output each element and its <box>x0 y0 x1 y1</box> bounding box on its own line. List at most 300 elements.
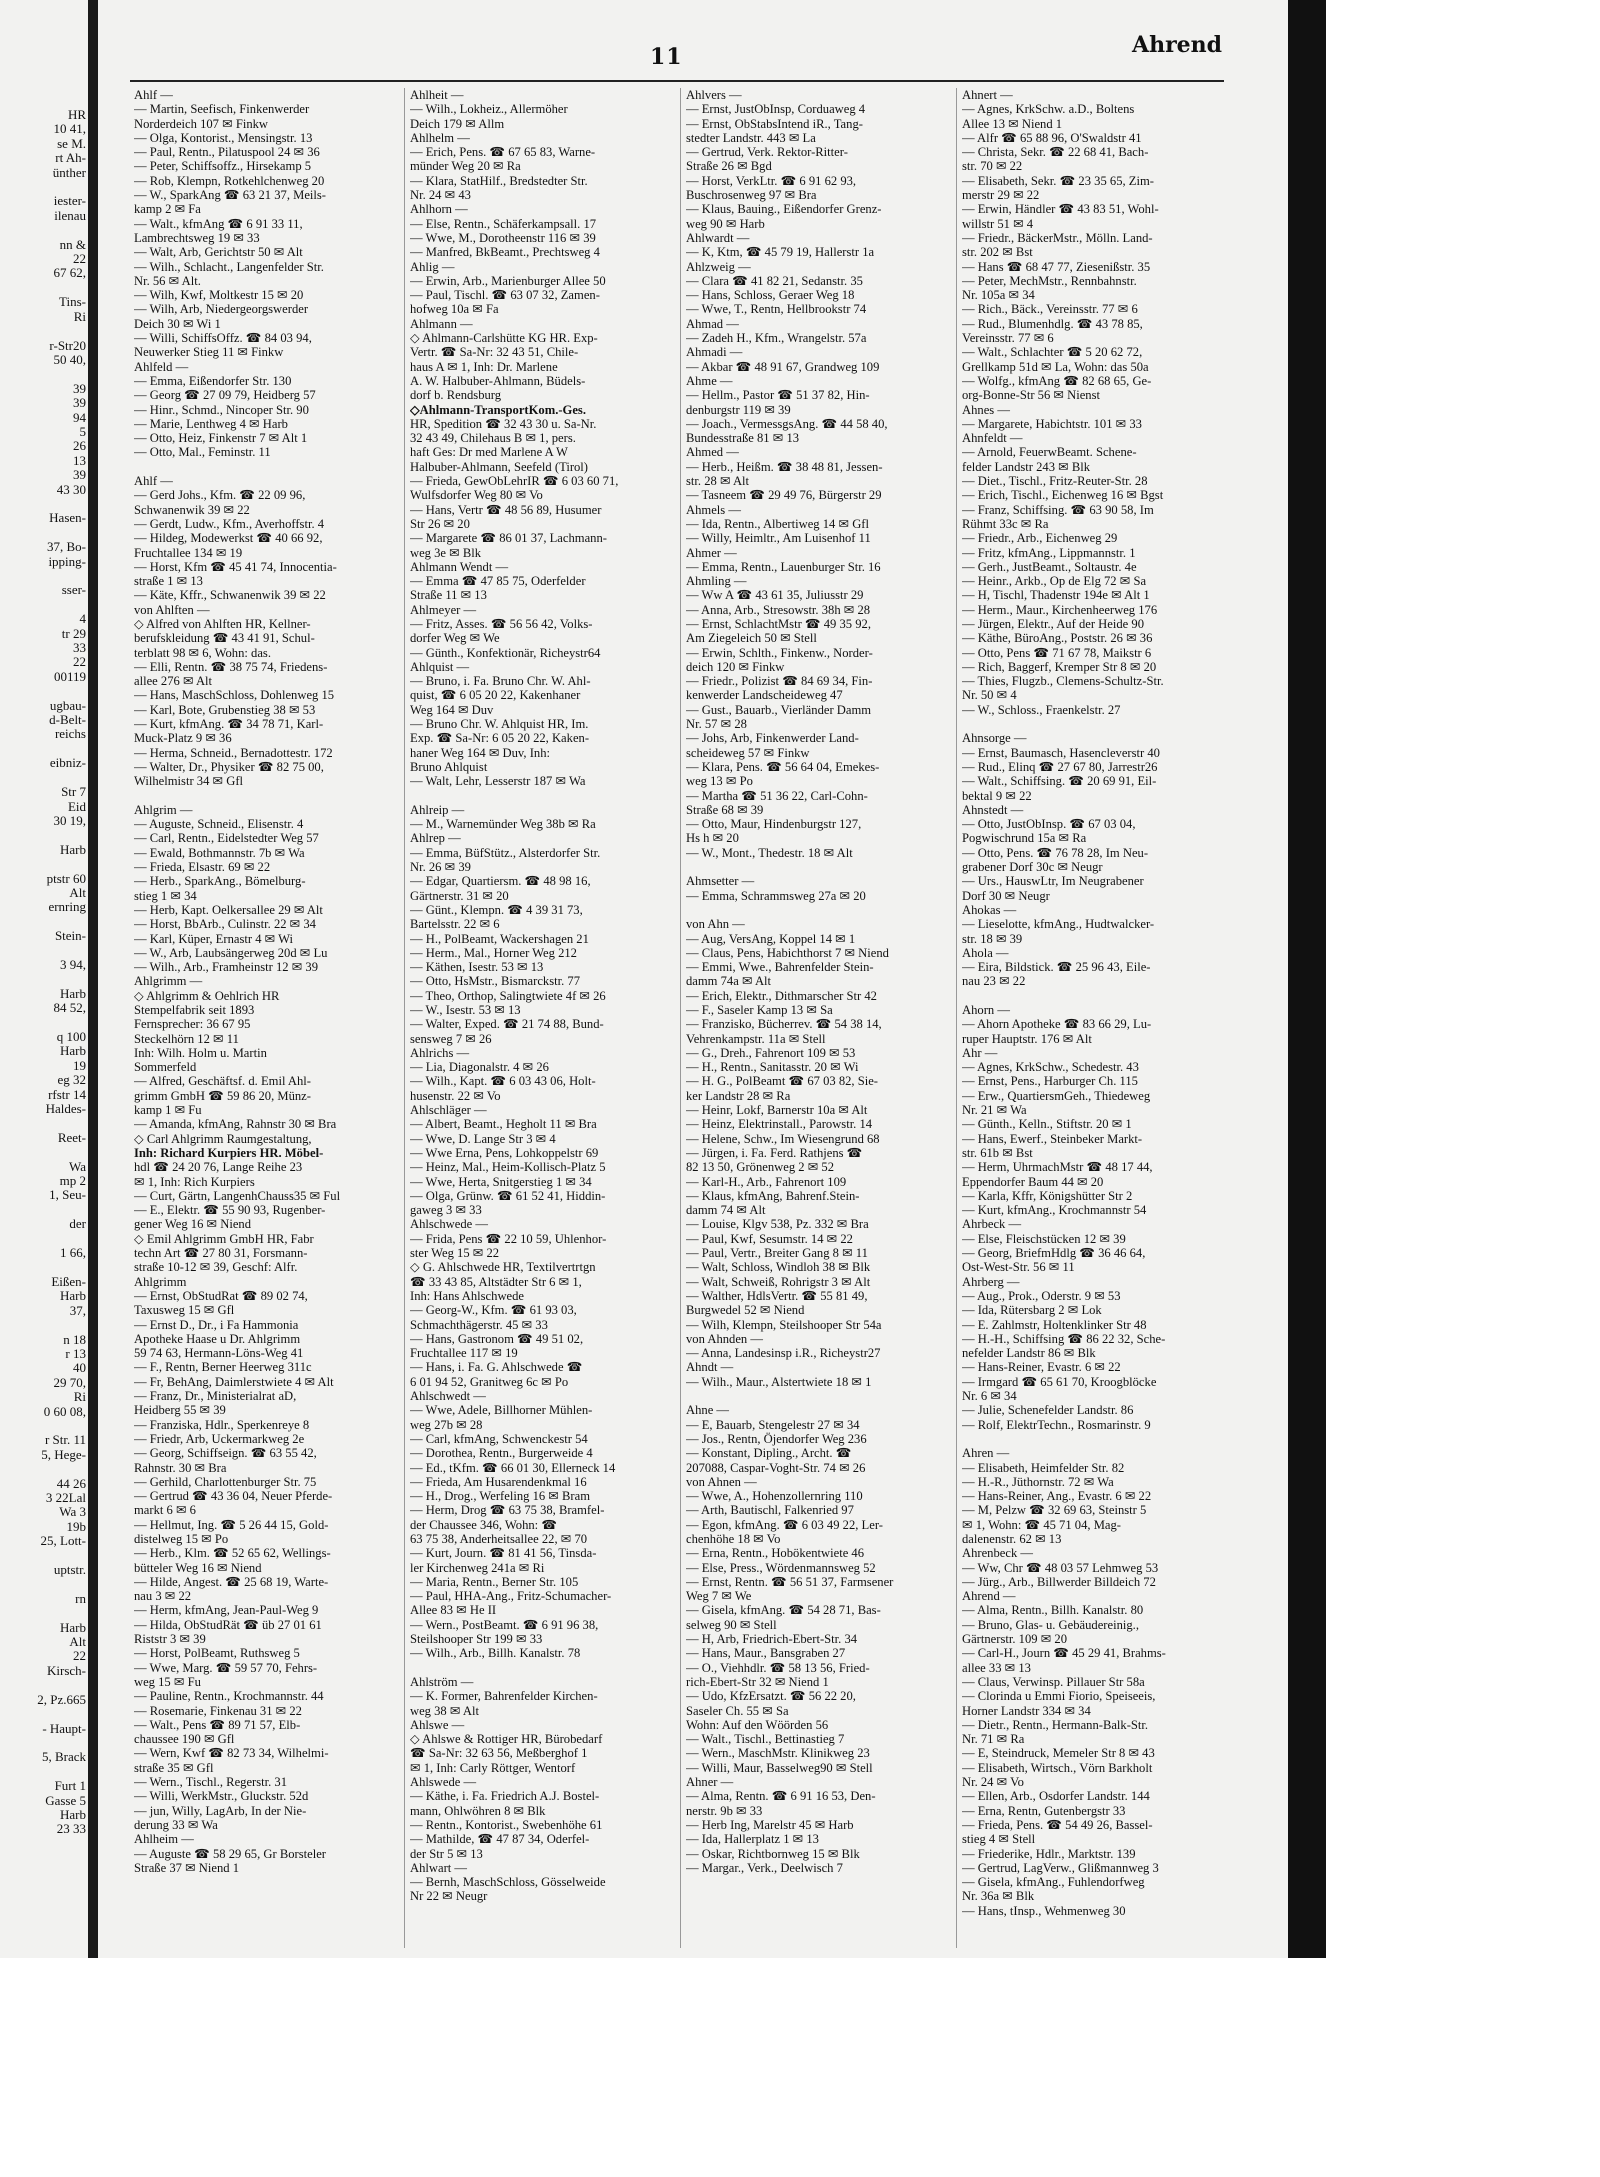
adjacent-line: 67 62, <box>53 265 86 281</box>
directory-line: münder Weg 20 ✉ Ra <box>410 159 521 174</box>
directory-line: — Diet., Tischl., Fritz-Reuter-Str. 28 <box>962 474 1148 489</box>
adjacent-line: 1 66, <box>60 1245 86 1261</box>
directory-line: Ahlwart — <box>410 1860 468 1875</box>
adjacent-line: 43 30 <box>56 481 86 497</box>
directory-line: — Friedr., Arb., Eichenweg 29 <box>962 531 1118 546</box>
directory-line: Vertr. ☎ Sa-Nr: 32 43 51, Chile- <box>410 345 579 360</box>
adjacent-line: 5, Hege- <box>41 1446 86 1462</box>
adjacent-line: 19b <box>66 1518 86 1534</box>
directory-line: Nr. 24 ✉ 43 <box>410 188 471 203</box>
directory-line: Heidberg 55 ✉ 39 <box>134 1403 226 1418</box>
directory-line: Ahlheit — <box>410 88 464 102</box>
directory-line: — Frieda, Elsastr. 69 ✉ 22 <box>134 860 271 875</box>
adjacent-line <box>0 828 88 842</box>
directory-line: — Mathilde, ☎ 47 87 34, Oderfel- <box>410 1832 590 1847</box>
directory-line: — Fr, BehAng, Daimlerstwiete 4 ✉ Alt <box>134 1374 334 1389</box>
directory-line: Ahlschwedt — <box>410 1389 486 1404</box>
directory-line: — Lieselotte, kfmAng., Hudtwalcker- <box>962 917 1155 932</box>
directory-line: — Ellen, Arb., Osdorfer Landstr. 144 <box>962 1789 1150 1804</box>
directory-line: — Herm, kfmAng, Jean-Paul-Weg 9 <box>134 1603 319 1618</box>
directory-line: — Ww A ☎ 43 61 35, Juliusstr 29 <box>686 588 864 603</box>
directory-line: Ost-West-Str. 56 ✉ 11 <box>962 1260 1075 1275</box>
page-gutter <box>88 0 98 1958</box>
adjacent-line: Ri <box>73 1389 86 1405</box>
directory-line: — Erich, Elektr., Dithmarscher Str 42 <box>686 988 877 1003</box>
directory-line: — Christa, Sekr. ☎ 22 68 41, Bach- <box>962 145 1149 160</box>
directory-line: — Günth., Kelln., Stiftstr. 20 ✉ 1 <box>962 1117 1132 1132</box>
directory-line: — Hellm., Pastor ☎ 51 37 82, Hin- <box>686 388 870 403</box>
directory-line: — Wern., PostBeamt. ☎ 6 91 96 38, <box>410 1617 599 1632</box>
adjacent-line: 00119 <box>53 668 86 684</box>
directory-line: — W., Mont., Thedestr. 18 ✉ Alt <box>686 845 853 860</box>
directory-line: Straße 26 ✉ Bgd <box>686 159 772 174</box>
directory-line: — Erwin, Schlth., Finkenw., Norder- <box>686 645 873 660</box>
directory-line: Weg 7 ✉ We <box>686 1589 752 1604</box>
directory-line: Ahmels — <box>686 502 741 517</box>
column-divider <box>956 88 957 1948</box>
directory-line: 59 74 63, Hermann-Löns-Weg 41 <box>134 1346 304 1361</box>
adjacent-line: 19 <box>73 1057 86 1073</box>
directory-line: — Wwe, A., Hohenzollernring 110 <box>686 1489 863 1504</box>
directory-line: chaussee 190 ✉ Gfl <box>134 1732 235 1747</box>
adjacent-line: Harb <box>60 1806 86 1822</box>
directory-line: merstr 29 ✉ 22 <box>962 188 1040 203</box>
directory-line: — Klaus, kfmAng, Bahrenf.Stein- <box>686 1188 860 1203</box>
directory-line: — Elisabeth, Heimfelder Str. 82 <box>962 1460 1125 1475</box>
column-1 <box>134 88 409 1875</box>
adjacent-line: eg 32 <box>57 1072 86 1088</box>
directory-line: — Manfred, BkBeamt., Prechtsweg 4 <box>410 245 600 260</box>
directory-line: ☎ 33 43 85, Altstädter Str 6 ✉ 1, <box>410 1274 582 1289</box>
directory-line: — Dietr., Rentn., Hermann-Balk-Str. <box>962 1717 1149 1732</box>
directory-line: — E, Steindruck, Memeler Str 8 ✉ 43 <box>962 1746 1155 1761</box>
directory-line: — Jürgen, Elektr., Auf der Heide 90 <box>962 616 1144 631</box>
directory-line: — Rolf, ElektrTechn., Rosmarinstr. 9 <box>962 1417 1151 1432</box>
directory-line: — Helene, Schw., Im Wiesengrund 68 <box>686 1131 880 1146</box>
directory-line: von Ahnen — <box>686 1474 757 1489</box>
adjacent-line: tr 29 <box>61 625 86 641</box>
directory-line <box>410 789 685 803</box>
adjacent-line: 5, Brack <box>41 1749 86 1765</box>
directory-line: willstr 51 ✉ 4 <box>962 216 1034 231</box>
directory-line: — Frida, Pens ☎ 22 10 59, Uhlenhor- <box>410 1231 607 1246</box>
adjacent-line: r 13 <box>65 1345 86 1361</box>
directory-line: — Amanda, kfmAng, Rahnstr 30 ✉ Bra <box>134 1117 337 1132</box>
directory-line: — Akbar ☎ 48 91 67, Grandweg 109 <box>686 359 880 374</box>
directory-line: — Gust., Bauarb., Vierländer Damm <box>686 702 872 717</box>
adjacent-line: 23 33 <box>56 1821 86 1837</box>
adjacent-line <box>0 1462 88 1476</box>
directory-line: — H., Drog., Werfeling 16 ✉ Bram <box>410 1489 590 1504</box>
directory-line: ker Landstr 28 ✉ Ra <box>686 1088 791 1103</box>
directory-line: — Emma, Eißendorfer Str. 130 <box>134 373 292 388</box>
directory-line: — Paul, HHA-Ang., Fritz-Schumacher- <box>410 1589 612 1604</box>
directory-line: — Claus, Pens, Habichthorst 7 ✉ Niend <box>686 945 889 960</box>
directory-line: — Friederike, Hdlr., Marktstr. 139 <box>962 1846 1136 1861</box>
column-4 <box>962 88 1237 1918</box>
directory-line: — Wwe, Adele, Billhorner Mühlen- <box>410 1403 593 1418</box>
directory-line: — H., Rentn., Sanitasstr. 20 ✉ Wi <box>686 1060 859 1075</box>
directory-line: Inh: Richard Kurpiers HR. Möbel- <box>134 1145 324 1160</box>
directory-line: weg 90 ✉ Harb <box>686 216 765 231</box>
directory-line: Apotheke Haase u Dr. Ahlgrimm <box>134 1331 301 1346</box>
directory-line: Ahlgrimm — <box>134 974 203 989</box>
directory-line: Fernsprecher: 36 67 95 <box>134 1017 251 1032</box>
directory-line: — Walt., kfmAng ☎ 6 91 33 11, <box>134 216 303 231</box>
adjacent-line: ugbau- <box>49 697 86 713</box>
directory-line: Sommerfeld <box>134 1060 197 1075</box>
directory-line: — Elisabeth, Sekr. ☎ 23 35 65, Zim- <box>962 173 1154 188</box>
adjacent-line: 39 <box>73 395 86 411</box>
directory-line: Deich 179 ✉ Allm <box>410 116 505 131</box>
directory-line: — Rob, Klempn, Rotkehlchenweg 20 <box>134 173 325 188</box>
directory-line: Bartelsstr. 22 ✉ 6 <box>410 917 500 932</box>
directory-line: — Karl, Bote, Grubenstieg 38 ✉ 53 <box>134 702 316 717</box>
adjacent-line <box>0 569 88 583</box>
directory-line: Ahnert — <box>962 88 1013 102</box>
directory-line: Straße 37 ✉ Niend 1 <box>134 1860 239 1875</box>
adjacent-line: 50 40, <box>53 351 86 367</box>
adjacent-line: reichs <box>54 726 86 742</box>
directory-line: — Arth, Bautischl, Falkenried 97 <box>686 1503 854 1518</box>
directory-line: Ahme — <box>686 373 733 388</box>
directory-line: stieg 1 ✉ 34 <box>134 888 197 903</box>
directory-line: Fruchtallee 117 ✉ 19 <box>410 1346 518 1361</box>
directory-line: deich 120 ✉ Finkw <box>686 659 785 674</box>
adjacent-line: 2, Pz.665 <box>37 1691 86 1707</box>
directory-line: Ahmadi — <box>686 345 743 360</box>
directory-line: — Wilh., Kapt. ☎ 6 03 43 06, Holt- <box>410 1074 596 1089</box>
adjacent-line: 44 26 <box>56 1475 86 1491</box>
directory-line: Ahlhorn — <box>410 202 468 217</box>
scan-margin <box>1326 0 1600 2177</box>
directory-line: derung 33 ✉ Wa <box>134 1817 218 1832</box>
directory-line: — Wwe, M., Dorotheenstr 116 ✉ 39 <box>410 230 596 245</box>
directory-line: — Käthen, Isestr. 53 ✉ 13 <box>410 960 544 975</box>
directory-line: — W., Isestr. 53 ✉ 13 <box>410 1003 521 1017</box>
adjacent-line: rn <box>75 1590 86 1606</box>
directory-line: — Ernst, ObStabsIntend iR., Tang- <box>686 116 863 131</box>
adjacent-line <box>0 771 88 785</box>
directory-line: — Ernst, SchlachtMstr ☎ 49 35 92, <box>686 616 871 631</box>
directory-line: str. 28 ✉ Alt <box>686 474 750 489</box>
directory-line: — Clorinda u Emmi Fiorio, Speiseeis, <box>962 1689 1156 1704</box>
directory-line: Ahlmeyer — <box>410 602 477 617</box>
directory-line: — M., Warnemünder Weg 38b ✉ Ra <box>410 817 596 832</box>
directory-line: — Herb., Klm. ☎ 52 65 62, Wellings- <box>134 1546 331 1561</box>
directory-line: der Str 5 ✉ 13 <box>410 1846 483 1861</box>
adjacent-line: sser- <box>61 582 86 598</box>
directory-line: — Wilh, Kwf, Moltkestr 15 ✉ 20 <box>134 288 304 303</box>
directory-line <box>134 460 409 474</box>
adjacent-line: 37, <box>69 1302 86 1318</box>
directory-line: — Peter, MechMstr., Rennbahnstr. <box>962 273 1137 288</box>
directory-line: — Heinr, Lokf, Barnerstr 10a ✉ Alt <box>686 1103 868 1118</box>
adjacent-line: 33 <box>73 640 86 656</box>
directory-line: ◇ Ahlmann-Carlshütte KG HR. Exp- <box>410 331 598 346</box>
directory-line: — Bruno Chr. W. Ahlquist HR, Im. <box>410 717 589 732</box>
directory-line: Ahlschwede — <box>410 1217 488 1232</box>
directory-line: — Wwe, Herta, Snitgerstieg 1 ✉ 34 <box>410 1174 592 1189</box>
adjacent-line <box>0 281 88 295</box>
directory-line: nefelder Landstr 86 ✉ Blk <box>962 1346 1096 1361</box>
adjacent-line: ilenau <box>54 207 86 223</box>
adjacent-line <box>0 1116 88 1130</box>
adjacent-line <box>0 223 88 237</box>
directory-line: — Emmi, Wwe., Bahrenfelder Stein- <box>686 960 874 975</box>
adjacent-line: n 18 <box>63 1331 86 1347</box>
adjacent-line: iester- <box>53 193 86 209</box>
directory-line: — Frieda, Pens. ☎ 54 49 26, Bassel- <box>962 1817 1153 1832</box>
directory-line: — Wilh., Maur., Alstertwiete 18 ✉ 1 <box>686 1374 872 1389</box>
adjacent-line: 22 <box>73 1648 86 1664</box>
directory-line: Ahlhelm — <box>410 130 470 145</box>
directory-line: Schwanenwik 39 ✉ 22 <box>134 502 250 517</box>
adjacent-line: Wa 3 <box>59 1504 86 1520</box>
directory-line: Ahlwardt — <box>686 230 750 245</box>
directory-line: — Irmgard ☎ 65 61 70, Kroogblöcke <box>962 1374 1157 1389</box>
directory-line: Ahlswede — <box>410 1775 477 1790</box>
directory-line: Ahnfeldt — <box>962 431 1023 446</box>
directory-line: Weg 164 ✉ Duv <box>410 702 494 717</box>
directory-line: ✉ 1, Wohn: ☎ 45 71 04, Mag- <box>962 1517 1121 1532</box>
directory-line: dorf b. Rendsburg <box>410 388 502 403</box>
directory-line: 32 43 49, Chilehaus B ✉ 1, pers. <box>410 431 576 446</box>
directory-line: — Franziska, Hdlr., Sperkenreye 8 <box>134 1417 310 1432</box>
directory-line: weg 15 ✉ Fu <box>134 1674 201 1689</box>
directory-line <box>686 1389 961 1403</box>
directory-line: — Hans, Schloss, Geraer Weg 18 <box>686 288 855 303</box>
directory-line: — Herm, UhrmachMstr ☎ 48 17 44, <box>962 1160 1153 1175</box>
directory-line: damm 74a ✉ Alt <box>686 974 772 989</box>
adjacent-line: Stein- <box>54 928 86 944</box>
directory-line: Ahlf — <box>134 474 173 489</box>
adjacent-line <box>0 1577 88 1591</box>
directory-line: Ahlmann Wendt — <box>410 559 509 574</box>
directory-line: — Wwe, D. Lange Str 3 ✉ 4 <box>410 1131 556 1146</box>
scan-shadow <box>1288 0 1326 1958</box>
directory-line: — Wilh., Arb., Framheinstr 12 ✉ 39 <box>134 960 319 975</box>
directory-line: — Jürgen, i. Fa. Ferd. Rathjens ☎ <box>686 1145 863 1160</box>
directory-line: Nr. 57 ✉ 28 <box>686 717 747 732</box>
directory-line: Ahlgrim — <box>134 802 193 817</box>
directory-line: Vereinsstr. 77 ✉ 6 <box>962 331 1054 346</box>
adjacent-line: 22 <box>73 654 86 670</box>
directory-line <box>962 1432 1237 1446</box>
directory-line: — Hans, Vertr ☎ 48 56 89, Husumer <box>410 502 602 517</box>
directory-line: Ahlgrimm <box>134 1274 187 1289</box>
directory-line: — Ernst, JustObInsp, Corduaweg 4 <box>686 102 866 117</box>
directory-line: — Ernst, Rentn. ☎ 56 51 37, Farmsener <box>686 1574 894 1589</box>
directory-line: Ahrend — <box>962 1589 1016 1604</box>
directory-line: Rühmt 33c ✉ Ra <box>962 516 1049 531</box>
directory-line: stedter Landstr. 443 ✉ La <box>686 130 816 145</box>
directory-line: Ahndt — <box>686 1360 734 1375</box>
directory-line: von Ahlften — <box>134 602 210 617</box>
directory-line: — Ida, Rentn., Albertiweg 14 ✉ Gfl <box>686 516 869 531</box>
directory-line: — Günt., Klempn. ☎ 4 39 31 73, <box>410 902 583 917</box>
directory-line: — Walt, Schweiß, Rohrigstr 3 ✉ Alt <box>686 1274 871 1289</box>
directory-line: Ahmer — <box>686 545 737 560</box>
directory-line: — Marie, Lenthweg 4 ✉ Harb <box>134 416 288 431</box>
directory-line: bektal 9 ✉ 22 <box>962 788 1032 803</box>
directory-line: — W., Schloss., Fraenkelstr. 27 <box>962 702 1121 717</box>
adjacent-line: 39 <box>73 467 86 483</box>
directory-line: ◇ Carl Ahlgrimm Raumgestaltung, <box>134 1131 312 1146</box>
directory-line: — Käthe, BüroAng., Poststr. 26 ✉ 36 <box>962 631 1153 646</box>
directory-line: — Edgar, Quartiersm. ☎ 48 98 16, <box>410 874 591 889</box>
directory-line: — Lia, Diagonalstr. 4 ✉ 26 <box>410 1060 549 1075</box>
directory-line: weg 38 ✉ Alt <box>410 1703 479 1718</box>
directory-line: rich-Ebert-Str 32 ✉ Niend 1 <box>686 1674 829 1689</box>
directory-line: — Friedr., BäckerMstr., Mölln. Land- <box>962 230 1153 245</box>
directory-line: haus A ✉ 1, Inh: Dr. Marlene <box>410 359 558 374</box>
directory-line: — Horst, BbArb., Culinstr. 22 ✉ 34 <box>134 917 316 932</box>
directory-line: 63 75 38, Anderheitsallee 22, ✉ 70 <box>410 1531 588 1546</box>
adjacent-line: 29 70, <box>53 1374 86 1390</box>
directory-line: — Frieda, GewObLehrIR ☎ 6 03 60 71, <box>410 474 619 489</box>
directory-line: — Martin, Seefisch, Finkenwerder <box>134 102 310 117</box>
directory-line: ◇ Alfred von Ahlften HR, Kellner- <box>134 616 311 631</box>
adjacent-line <box>0 684 88 698</box>
directory-line: — Elli, Rentn. ☎ 38 75 74, Friedens- <box>134 659 328 674</box>
directory-line: Allee 13 ✉ Niend 1 <box>962 116 1063 131</box>
directory-line: Burgwedel 52 ✉ Niend <box>686 1303 805 1318</box>
adjacent-line <box>0 367 88 381</box>
directory-line: ◇ Ahlgrimm & Oehlrich HR <box>134 988 280 1003</box>
directory-line: — Eira, Bildstick. ☎ 25 96 43, Eile- <box>962 960 1151 975</box>
directory-line: — Pauline, Rentn., Krochmannstr. 44 <box>134 1689 324 1704</box>
adjacent-line: - Haupt- <box>42 1720 86 1736</box>
adjacent-line: nn & <box>59 236 86 252</box>
directory-line: 82 13 50, Grönenweg 2 ✉ 52 <box>686 1160 835 1175</box>
directory-line: — Walther, HdlsVertr. ☎ 55 81 49, <box>686 1288 868 1303</box>
directory-line: Ahrberg — <box>962 1274 1020 1289</box>
directory-line: — Wilh, Arb, Niedergeorgswerder <box>134 302 309 317</box>
directory-line: — Emma ☎ 47 85 75, Oderfelder <box>410 574 586 589</box>
directory-line: von Ahnden — <box>686 1331 763 1346</box>
directory-line: — Hans-Reiner, Ang., Evastr. 6 ✉ 22 <box>962 1489 1152 1504</box>
directory-line: — Carl, kfmAng, Schwenckestr 54 <box>410 1431 588 1446</box>
directory-line: Neuwerker Stieg 11 ✉ Finkw <box>134 345 284 360</box>
directory-line: — Ww, Chr ☎ 48 03 57 Lehmweg 53 <box>962 1560 1159 1575</box>
adjacent-line: Harb <box>60 1043 86 1059</box>
directory-line: distelweg 15 ✉ Po <box>134 1531 229 1546</box>
directory-line: — Friedr., Polizist ☎ 84 69 34, Fin- <box>686 674 873 689</box>
adjacent-line: 37, Bo- <box>47 539 86 555</box>
directory-line: — K, Ktm, ☎ 45 79 19, Hallerstr 1a <box>686 245 875 260</box>
directory-line: — Margarete, Habichtstr. 101 ✉ 33 <box>962 416 1142 431</box>
directory-line: Ahrbeck — <box>962 1217 1022 1232</box>
directory-line: Ahlheim — <box>134 1832 194 1847</box>
directory-line: — Agnes, KrkSchw. a.D., Boltens <box>962 102 1135 117</box>
directory-line: — Hilde, Angest. ☎ 25 68 19, Warte- <box>134 1574 329 1589</box>
directory-line: — K. Former, Bahrenfelder Kirchen- <box>410 1689 598 1704</box>
directory-line: — Horst, VerkLtr. ☎ 6 91 62 93, <box>686 173 857 188</box>
adjacent-line <box>0 742 88 756</box>
directory-line: — Hans, Maur., Bansgraben 27 <box>686 1646 846 1661</box>
adjacent-line: ernring <box>48 899 86 915</box>
directory-line: — Elisabeth, Wirtsch., Vörn Barkholt <box>962 1760 1153 1775</box>
directory-line: — Thies, Flugzb., Clemens-Schultz-Str. <box>962 674 1164 689</box>
directory-line: — Konstant, Dipling., Archt. ☎ <box>686 1446 852 1461</box>
directory-line: ster Weg 15 ✉ 22 <box>410 1246 500 1261</box>
directory-line: Ahola — <box>962 945 1009 960</box>
adjacent-line: 26 <box>73 438 86 454</box>
adjacent-line <box>0 1261 88 1275</box>
directory-line: gener Weg 16 ✉ Niend <box>134 1217 252 1232</box>
directory-line: — Hans-Reiner, Evastr. 6 ✉ 22 <box>962 1360 1121 1375</box>
adjacent-line: Str 7 <box>61 784 86 800</box>
directory-line: — Walt, Lehr, Lesserstr 187 ✉ Wa <box>410 774 586 789</box>
directory-line: hofweg 10a ✉ Fa <box>410 302 499 317</box>
directory-line: straße 35 ✉ Gfl <box>134 1760 214 1775</box>
directory-line: — Gerhild, Charlottenburger Str. 75 <box>134 1474 317 1489</box>
directory-line: — Clara ☎ 41 82 21, Sedanstr. 35 <box>686 273 863 288</box>
directory-line <box>962 989 1237 1003</box>
adjacent-line: 0 60 08, <box>43 1403 86 1419</box>
directory-line: Ahlzweig — <box>686 259 751 274</box>
directory-line: — Walt, Arb, Gerichtstr 50 ✉ Alt <box>134 245 303 260</box>
directory-line: Ahnsorge — <box>962 731 1027 746</box>
directory-line: — Else, Press., Wördenmannsweg 52 <box>686 1560 876 1575</box>
directory-line: — F., Rentn, Berner Heerweg 311c <box>134 1360 312 1375</box>
directory-line: — Olga, Grünw. ☎ 61 52 41, Hiddin- <box>410 1188 606 1203</box>
directory-line: — Wilh., Lokheiz., Allermöher <box>410 102 568 117</box>
directory-line: Fruchtallee 134 ✉ 19 <box>134 545 243 560</box>
directory-line: — Hans, MaschSchloss, Dohlenweg 15 <box>134 688 335 703</box>
directory-line: — Hildeg, Modewerkst ☎ 40 66 92, <box>134 531 323 546</box>
directory-line: org-Bonne-Str 56 ✉ Nienst <box>962 388 1100 403</box>
directory-line <box>410 1661 685 1675</box>
directory-line: — Willy, Heimltr., Am Luisenhof 11 <box>686 531 871 546</box>
directory-line: Ahmling — <box>686 574 747 589</box>
directory-line: — Willi, SchiffsOffz. ☎ 84 03 94, <box>134 331 312 346</box>
directory-line: Nr. 36a ✉ Blk <box>962 1889 1035 1904</box>
adjacent-line: Furt 1 <box>54 1778 86 1794</box>
directory-line: stieg 4 ✉ Stell <box>962 1832 1036 1847</box>
directory-line: weg 3e ✉ Blk <box>410 545 482 560</box>
directory-line: Ahmad — <box>686 316 739 331</box>
directory-line: — Gisela, kfmAng., Fuhlendorfweg <box>962 1875 1145 1890</box>
directory-line: str. 70 ✉ 22 <box>962 159 1023 174</box>
directory-line: str. 61b ✉ Bst <box>962 1145 1033 1160</box>
directory-line: Str 26 ✉ 20 <box>410 516 470 531</box>
adjacent-line <box>0 1765 88 1779</box>
directory-line: — Jos., Rentn, Öjendorfer Weg 236 <box>686 1431 867 1446</box>
directory-line: Ahmed — <box>686 445 739 460</box>
directory-line: — Erna, Rentn, Gutenbergstr 33 <box>962 1803 1126 1818</box>
directory-line: — Theo, Orthop, Salingtwiete 4f ✉ 26 <box>410 988 606 1003</box>
directory-line: — Hans ☎ 68 47 77, Ziesenißstr. 35 <box>962 259 1151 274</box>
directory-line: — Herm, Drog ☎ 63 75 38, Bramfel- <box>410 1503 605 1518</box>
directory-line: — Hilda, ObStudRät ☎ üb 27 01 61 <box>134 1617 322 1632</box>
adjacent-line: rt Ah- <box>55 150 86 166</box>
adjacent-line <box>0 1419 88 1433</box>
directory-line: — Albert, Beamt., Hegholt 11 ✉ Bra <box>410 1117 597 1132</box>
directory-line: — Wwe, Marg. ☎ 59 57 70, Fehrs- <box>134 1660 318 1675</box>
directory-line: HR, Spedition ☎ 32 43 30 u. Sa-Nr. <box>410 416 597 431</box>
directory-line: — Kurt, kfmAng. ☎ 34 78 71, Karl- <box>134 717 324 732</box>
directory-line: — Erich, Pens. ☎ 67 65 83, Warne- <box>410 145 596 160</box>
directory-line: Ahlfeld — <box>134 359 189 374</box>
directory-line: — Agnes, KrkSchw., Schedestr. 43 <box>962 1060 1139 1075</box>
directory-line: — Ernst, ObStudRat ☎ 89 02 74, <box>134 1288 308 1303</box>
directory-line: — Otto, HsMstr., Bismarckstr. 77 <box>410 974 581 989</box>
directory-line: — Else, Rentn., Schäferkampsall. 17 <box>410 216 597 231</box>
column-3 <box>686 88 961 1875</box>
directory-line: — Otto, JustObInsp. ☎ 67 03 04, <box>962 817 1136 832</box>
